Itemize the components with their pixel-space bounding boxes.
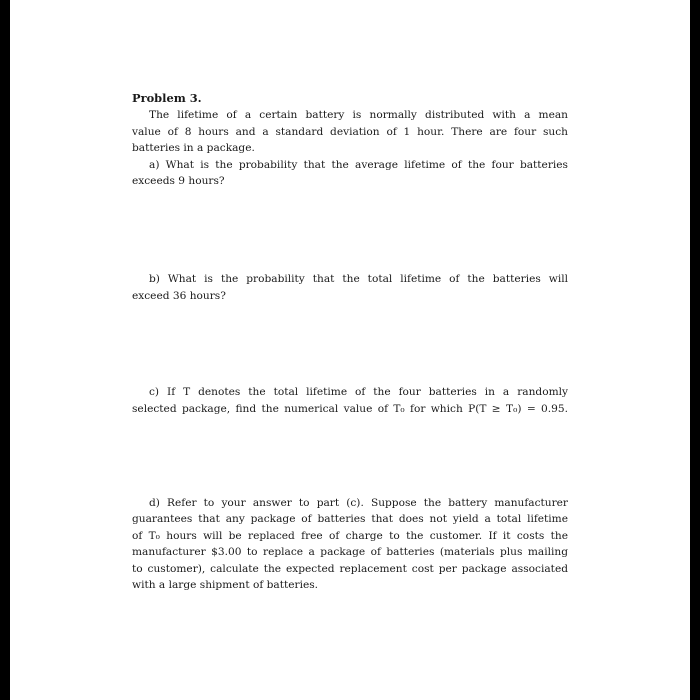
part-d-line: d) Refer to your answer to part (c). Suppose the battery manufacturer [149, 497, 568, 510]
part-d-line: of T₀ hours will be replaced free of charge to the customer. If it costs the [132, 529, 568, 542]
part-d-line: manufacturer $3.00 to replace a package of batteries (materials plus mailing [132, 546, 568, 559]
part-b-line: b) What is the probability that the total lifetime of the batteries will [149, 273, 568, 286]
part-a-question [132, 157, 568, 190]
problem-content [132, 90, 568, 594]
part-b-line: exceed 36 hours? [132, 289, 226, 302]
part-d-line: with a large shipment of batteries. [132, 579, 319, 592]
part-c-line: selected package, find the numerical value of T₀ for which P(T ≥ T₀) = 0.95. [132, 402, 568, 415]
intro-line: batteries in a package. [132, 142, 255, 155]
intro-line: The lifetime of a certain battery is normally distributed with a mean [149, 109, 568, 122]
part-a-line: exceeds 9 hours? [132, 175, 225, 188]
part-c-question [132, 384, 568, 417]
problem-title: Problem 3. [132, 91, 202, 105]
part-b-question [132, 271, 568, 304]
document-page [10, 0, 690, 700]
part-c-line: c) If T denotes the total lifetime of the four batteries in a randomly [149, 386, 568, 399]
part-d-question [132, 495, 568, 593]
part-a-line: a) What is the probability that the average lifetime of the four batteries [149, 158, 568, 171]
problem-intro [132, 107, 568, 156]
intro-line: value of 8 hours and a standard deviation of 1 hour. There are four such [132, 125, 568, 138]
part-d-line: to customer), calculate the expected replacement cost per package associated [132, 562, 568, 575]
part-d-line: guarantees that any package of batteries that does not yield a total lifetime [132, 513, 568, 526]
